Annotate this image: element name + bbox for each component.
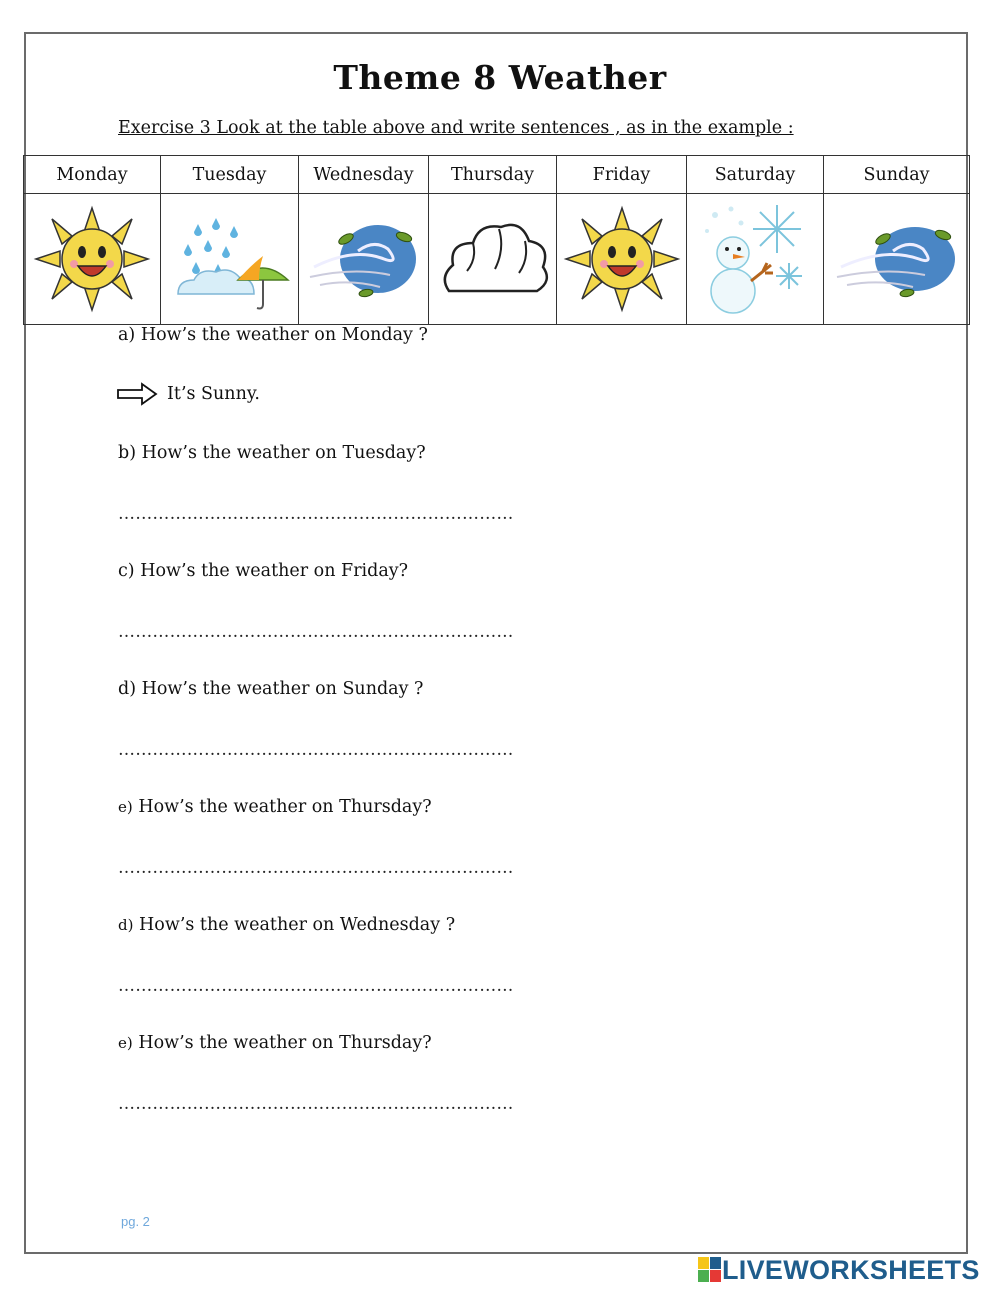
question-prefix: c) (118, 561, 135, 581)
saturday-weather-cell (687, 194, 824, 325)
friday-weather-cell (557, 194, 687, 325)
answer-line-b[interactable]: …………………………………………………………… (118, 504, 514, 524)
wind-icon (306, 209, 422, 309)
sunday-weather-cell (824, 194, 970, 325)
answer-line-c[interactable]: …………………………………………………………… (118, 622, 514, 642)
tuesday-weather-cell (161, 194, 299, 325)
question-b (118, 443, 426, 463)
question-e (118, 797, 432, 817)
page-title: Theme 8 Weather (333, 58, 667, 97)
question-text: How’s the weather on Thursday? (138, 1033, 432, 1053)
weather-table (23, 155, 970, 325)
brand-text: LIVEWORKSHEETS (722, 1254, 980, 1285)
day-header-saturday: Saturday (687, 156, 824, 194)
answer-line-e-second[interactable]: …………………………………………………………… (118, 1094, 514, 1114)
answer-line-e[interactable]: …………………………………………………………… (118, 858, 514, 878)
question-c (118, 561, 408, 581)
wednesday-weather-cell (299, 194, 429, 325)
question-prefix: d) (118, 679, 137, 699)
liveworksheets-logo-icon (698, 1257, 722, 1283)
sun-icon (32, 204, 152, 314)
question-text: How’s the weather on Monday ? (140, 325, 428, 345)
question-prefix: b) (118, 443, 137, 463)
question-e-second (118, 1033, 432, 1053)
day-header-thursday: Thursday (429, 156, 557, 194)
day-header-row (24, 156, 970, 194)
answer-line-d[interactable]: …………………………………………………………… (118, 740, 514, 760)
question-d-second (118, 915, 455, 935)
answer-line-d-second[interactable]: …………………………………………………………… (118, 976, 514, 996)
wind-icon (833, 209, 961, 309)
cloud-icon (437, 211, 549, 307)
page-number: pg. 2 (121, 1214, 150, 1229)
monday-weather-cell (24, 194, 161, 325)
question-a (118, 325, 428, 345)
question-text: How’s the weather on Tuesday? (141, 443, 426, 463)
sun-icon (562, 204, 682, 314)
question-d (118, 679, 423, 699)
thursday-weather-cell (429, 194, 557, 325)
rain-umbrella-icon (168, 204, 292, 314)
question-prefix: a) (118, 325, 136, 345)
exercise-instruction: Exercise 3 Look at the table above and write sentences , as in the example : (118, 118, 794, 138)
day-header-sunday: Sunday (824, 156, 970, 194)
arrow-right-icon (116, 382, 158, 406)
day-header-tuesday: Tuesday (161, 156, 299, 194)
question-prefix: e) (118, 1034, 133, 1052)
question-prefix: d) (118, 916, 134, 934)
liveworksheets-logo[interactable] (698, 1256, 980, 1284)
example-answer: It’s Sunny. (167, 384, 260, 404)
snowman-icon (697, 201, 813, 317)
day-header-friday: Friday (557, 156, 687, 194)
question-text: How’s the weather on Wednesday ? (139, 915, 456, 935)
question-text: How’s the weather on Thursday? (138, 797, 432, 817)
question-text: How’s the weather on Friday? (140, 561, 409, 581)
day-header-wednesday: Wednesday (299, 156, 429, 194)
day-header-monday: Monday (24, 156, 161, 194)
weather-icon-row (24, 194, 970, 325)
question-text: How’s the weather on Sunday ? (141, 679, 424, 699)
question-prefix: e) (118, 798, 133, 816)
